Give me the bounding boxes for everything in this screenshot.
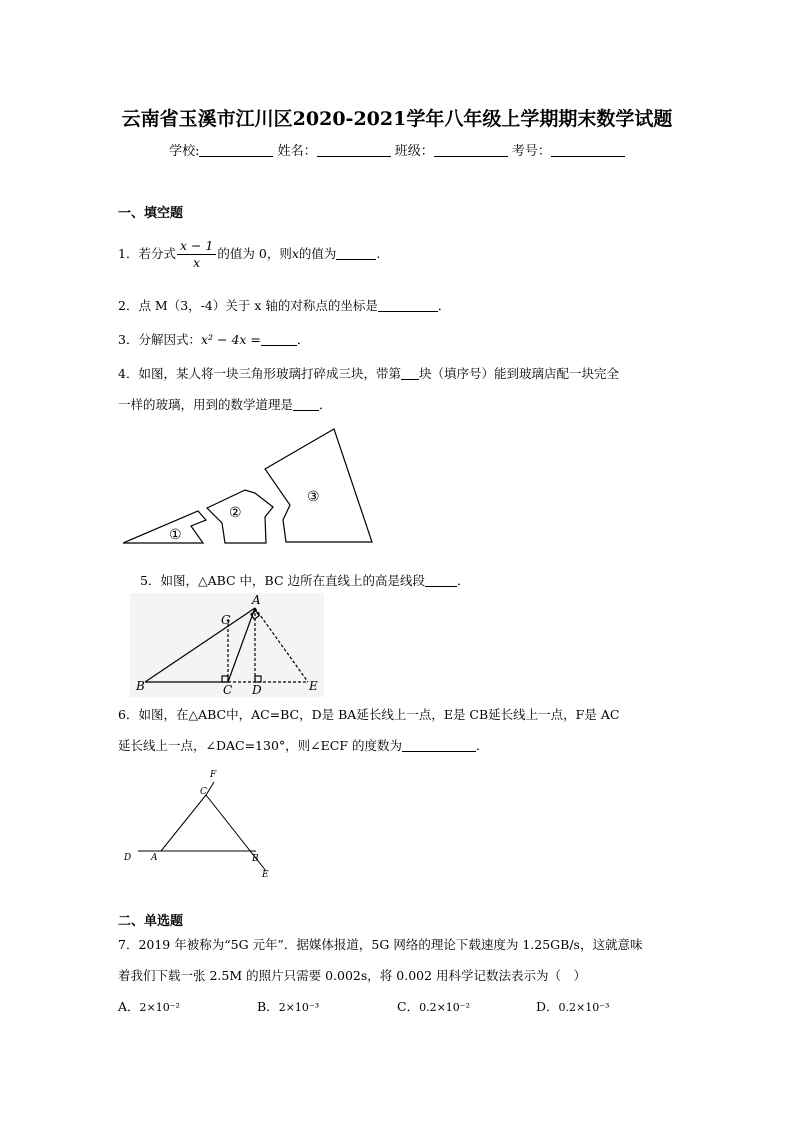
number-blank[interactable] — [551, 144, 625, 157]
question-6-line-1 — [118, 705, 619, 725]
option-c-label: C． — [397, 999, 420, 1014]
q4-text-a: 4．如图，某人将一块三角形玻璃打碎成三块，带第 — [118, 366, 401, 381]
option-c-text: 0.2×10⁻² — [419, 1001, 471, 1014]
question-6-line-2 — [118, 736, 489, 756]
point-G-label: G — [221, 613, 231, 627]
option-b-label: B． — [257, 999, 279, 1014]
piece-1-label: ① — [169, 527, 182, 543]
option-b-text: 2×10⁻³ — [278, 1001, 320, 1014]
q3-text: 3．分解因式： — [118, 332, 201, 347]
point-C-label: C — [200, 787, 207, 797]
student-info-line — [0, 140, 794, 159]
point-C-label: C — [223, 683, 233, 697]
question-5 — [140, 571, 470, 591]
q4-piece-blank[interactable] — [401, 367, 419, 380]
q2-text: 2．点 M（3，-4）关于 x 轴的对称点的坐标是 — [118, 298, 378, 313]
q6-text-a: 6．如图，在△ABC中，AC=BC，D是 BA延长线上一点，E是 CB延长线上一点，F是 AC — [118, 707, 620, 722]
question-2 — [118, 296, 450, 316]
q4-text-b: 块（填序号）能到玻璃店配一块完全 — [418, 366, 619, 381]
question-4-line-1 — [118, 364, 619, 384]
q5-triangle-figure — [130, 593, 324, 698]
glass-piece-1 — [123, 511, 206, 543]
q5-end: ． — [457, 573, 470, 588]
question-7-line-1: 7．2019 年被称为“5G 元年”．据媒体报道，5G 网络的理论下载速度为 1.25GB/s，这就意味 — [118, 937, 643, 952]
q4-text-c: 一样的玻璃，用到的数学道理是 — [118, 397, 294, 412]
section-single-choice: 二、单选题 — [118, 914, 184, 929]
point-E-label: E — [262, 870, 269, 880]
q1-text-c: 的值为 — [298, 246, 337, 261]
q5-text: 5．如图，△ABC 中，BC 边所在直线上的高是线段 — [140, 573, 426, 588]
piece-3-label: ③ — [307, 489, 320, 505]
q3-end: ． — [296, 332, 310, 347]
point-D-label: D — [252, 683, 262, 697]
q4-reason-blank[interactable] — [293, 398, 319, 411]
piece-2-label: ② — [229, 505, 242, 521]
name-label: 姓名： — [277, 144, 317, 159]
q1-answer-blank[interactable] — [336, 247, 376, 260]
q5-answer-blank[interactable] — [425, 574, 457, 587]
question-3 — [118, 330, 309, 350]
q1-text-b: 的值为 0，则 — [217, 246, 292, 261]
q7-option-b[interactable] — [257, 997, 319, 1018]
school-blank[interactable] — [199, 144, 273, 157]
q3-expression: x² − 4x = — [200, 332, 261, 347]
option-a-label: A． — [118, 999, 140, 1014]
point-B-label: B — [136, 679, 145, 693]
q1-text-d: . — [376, 246, 381, 261]
q4-glass-figure — [118, 425, 378, 550]
q6-end: ． — [475, 738, 489, 753]
point-A-label: A — [252, 593, 261, 607]
q2-end: ． — [437, 298, 451, 313]
q2-answer-blank[interactable] — [378, 299, 438, 312]
point-A-label: A — [151, 853, 158, 863]
point-E-label: E — [309, 679, 318, 693]
q7-option-a[interactable] — [118, 997, 180, 1018]
number-label: 考号： — [511, 144, 551, 159]
class-label: 班级： — [394, 144, 434, 159]
q1-variable: x — [291, 246, 299, 261]
glass-piece-3 — [265, 429, 372, 542]
q7-option-c[interactable] — [397, 997, 470, 1018]
option-a-text: 2×10⁻² — [139, 1001, 180, 1014]
point-F-label: F — [210, 770, 217, 780]
school-label: 学校: — [169, 144, 200, 159]
question-7-line-2: 着我们下载一张 2.5M 的照片只需要 0.002s，将 0.002 用科学记数法表示为（ ） — [118, 968, 587, 983]
q1-denominator: x — [193, 255, 201, 270]
q7-option-d[interactable] — [536, 997, 609, 1018]
class-blank[interactable] — [434, 144, 508, 157]
q1-text-a: 1．若分式 — [118, 246, 176, 261]
option-d-label: D． — [536, 999, 559, 1014]
name-blank[interactable] — [317, 144, 391, 157]
q4-end: ． — [319, 397, 332, 412]
section-fill-in-blank: 一、填空题 — [118, 206, 184, 221]
option-d-text: 0.2×10⁻³ — [558, 1001, 610, 1014]
point-B-label: B — [252, 854, 259, 864]
question-1 — [118, 238, 380, 271]
point-D-label: D — [124, 853, 132, 863]
q6-answer-blank[interactable] — [402, 739, 476, 752]
page-title: 云南省玉溪市江川区2020-2021学年八年级上学期期末数学试题 — [121, 108, 673, 130]
question-4-line-2 — [118, 395, 332, 415]
q6-triangle-figure — [118, 765, 278, 880]
q3-answer-blank[interactable] — [261, 333, 297, 346]
q1-numerator: x − 1 — [177, 238, 216, 255]
q6-text-b: 延长线上一点，∠DAC=130°，则∠ECF 的度数为 — [118, 738, 402, 753]
q1-fraction — [177, 238, 216, 271]
